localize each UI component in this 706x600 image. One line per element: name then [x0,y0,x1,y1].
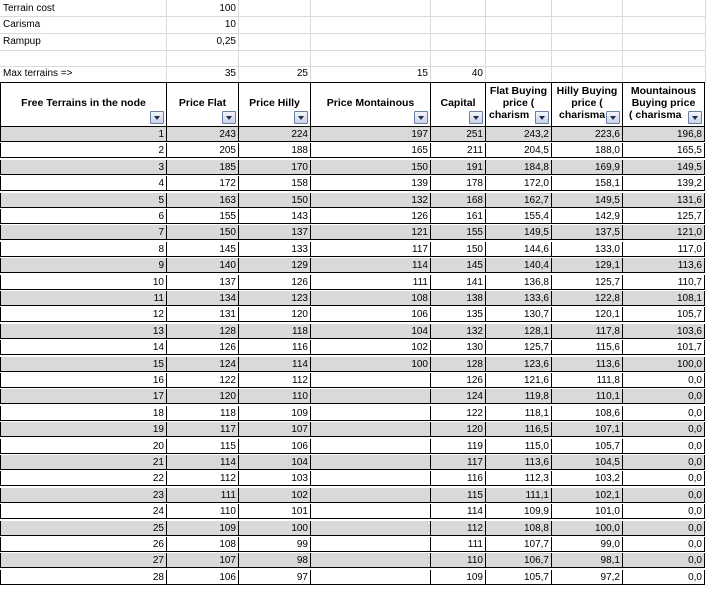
cell-capital[interactable]: 155 [430,225,486,240]
cell-free-terrains[interactable]: 26 [0,537,167,552]
cell-flat-buying[interactable]: 184,8 [485,160,552,175]
cell-free-terrains[interactable]: 27 [0,553,167,568]
table-row [0,340,705,355]
param-label-terrain-cost[interactable]: Terrain cost [3,3,55,14]
cell-capital[interactable]: 132 [430,324,486,339]
header-line: Hilly Buying [556,85,618,97]
max-terrains-flat[interactable]: 35 [224,68,236,79]
cell-price-montainous[interactable] [310,570,431,585]
cell-flat-buying[interactable]: 109,9 [485,504,552,519]
cell-hilly-buying[interactable]: 149,5 [551,193,623,208]
cell-price-hilly[interactable]: 97 [238,570,311,585]
header-capital[interactable] [430,82,486,127]
cell-price-montainous[interactable] [310,406,431,421]
cell-capital[interactable]: 126 [430,373,486,388]
gridline [622,0,623,82]
cell-hilly-buying[interactable]: 137,5 [551,225,623,240]
cell-price-montainous[interactable]: 150 [310,160,431,175]
cell-free-terrains[interactable]: 3 [0,160,167,175]
table-row [0,193,705,208]
cell-price-hilly[interactable]: 118 [238,324,311,339]
cell-price-flat[interactable]: 110 [166,504,239,519]
cell-price-flat[interactable]: 145 [166,242,239,257]
cell-hilly-buying[interactable]: 113,6 [551,357,623,372]
header-hilly-buying-price[interactable] [551,82,623,127]
cell-mountainous-buying[interactable]: 110,7 [622,275,705,290]
table-row [0,291,705,306]
cell-hilly-buying[interactable]: 101,0 [551,504,623,519]
cell-flat-buying[interactable]: 162,7 [485,193,552,208]
cell-price-montainous[interactable] [310,389,431,404]
cell-flat-buying[interactable]: 121,6 [485,373,552,388]
cell-price-flat[interactable]: 114 [166,455,239,470]
cell-flat-buying[interactable]: 133,6 [485,291,552,306]
max-terrains-label[interactable]: Max terrains => [3,68,73,79]
cell-free-terrains[interactable]: 17 [0,389,167,404]
table-row [0,553,705,568]
table-row [0,160,705,175]
cell-mountainous-buying[interactable]: 0,0 [622,406,705,421]
cell-mountainous-buying[interactable]: 105,7 [622,307,705,322]
cell-mountainous-buying[interactable]: 101,7 [622,340,705,355]
cell-mountainous-buying[interactable]: 100,0 [622,357,705,372]
cell-price-flat[interactable]: 120 [166,389,239,404]
cell-hilly-buying[interactable]: 110,1 [551,389,623,404]
cell-hilly-buying[interactable]: 129,1 [551,258,623,273]
cell-capital[interactable]: 112 [430,521,486,536]
cell-hilly-buying[interactable]: 142,9 [551,209,623,224]
cell-price-montainous[interactable] [310,537,431,552]
cell-hilly-buying[interactable]: 105,7 [551,439,623,454]
table-row [0,307,705,322]
cell-free-terrains[interactable]: 8 [0,242,167,257]
cell-capital[interactable]: 150 [430,242,486,257]
table-row [0,258,705,273]
cell-hilly-buying[interactable]: 122,8 [551,291,623,306]
cell-free-terrains[interactable]: 13 [0,324,167,339]
cell-price-montainous[interactable] [310,439,431,454]
cell-flat-buying[interactable]: 172,0 [485,176,552,191]
cell-price-hilly[interactable]: 104 [238,455,311,470]
cell-price-flat[interactable]: 172 [166,176,239,191]
cell-price-flat[interactable]: 122 [166,373,239,388]
cell-capital[interactable]: 110 [430,553,486,568]
cell-capital[interactable]: 161 [430,209,486,224]
cell-price-flat[interactable]: 109 [166,521,239,536]
cell-price-flat[interactable]: 205 [166,143,239,158]
cell-mountainous-buying[interactable]: 196,8 [622,127,705,142]
cell-free-terrains[interactable]: 22 [0,471,167,486]
cell-price-hilly[interactable]: 170 [238,160,311,175]
cell-hilly-buying[interactable]: 188,0 [551,143,623,158]
cell-price-montainous[interactable] [310,373,431,388]
cell-free-terrains[interactable]: 19 [0,422,167,437]
cell-price-flat[interactable]: 115 [166,439,239,454]
max-terrains-mountainous[interactable]: 15 [416,68,428,79]
cell-capital[interactable]: 117 [430,455,486,470]
cell-hilly-buying[interactable]: 107,1 [551,422,623,437]
header-line: charism [489,109,530,121]
cell-price-hilly[interactable]: 129 [238,258,311,273]
cell-mountainous-buying[interactable]: 125,7 [622,209,705,224]
cell-flat-buying[interactable]: 107,7 [485,537,552,552]
gridline [485,0,486,82]
cell-free-terrains[interactable]: 24 [0,504,167,519]
cell-price-hilly[interactable]: 101 [238,504,311,519]
cell-price-montainous[interactable]: 114 [310,258,431,273]
cell-flat-buying[interactable]: 105,7 [485,570,552,585]
header-mountainous-buying-price[interactable] [622,82,705,127]
cell-hilly-buying[interactable]: 115,6 [551,340,623,355]
cell-mountainous-buying[interactable]: 113,6 [622,258,705,273]
cell-flat-buying[interactable]: 130,7 [485,307,552,322]
cell-price-hilly[interactable]: 99 [238,537,311,552]
cell-free-terrains[interactable]: 6 [0,209,167,224]
table-row [0,488,705,503]
cell-hilly-buying[interactable]: 133,0 [551,242,623,257]
cell-flat-buying[interactable]: 112,3 [485,471,552,486]
cell-mountainous-buying[interactable]: 0,0 [622,553,705,568]
cell-free-terrains[interactable]: 20 [0,439,167,454]
cell-price-hilly[interactable]: 98 [238,553,311,568]
cell-flat-buying[interactable]: 155,4 [485,209,552,224]
cell-price-flat[interactable]: 108 [166,537,239,552]
table-row [0,127,705,142]
table-row [0,521,705,536]
max-terrains-capital[interactable]: 40 [471,68,483,79]
cell-price-montainous[interactable]: 126 [310,209,431,224]
cell-hilly-buying[interactable]: 97,2 [551,570,623,585]
cell-price-montainous[interactable]: 139 [310,176,431,191]
header-line: Buying price [631,97,696,109]
cell-price-hilly[interactable]: 224 [238,127,311,142]
cell-price-hilly[interactable]: 112 [238,373,311,388]
cell-price-flat[interactable]: 106 [166,570,239,585]
cell-free-terrains[interactable]: 15 [0,357,167,372]
header-label: Free Terrains in the node [21,97,146,109]
cell-flat-buying[interactable]: 136,8 [485,275,552,290]
cell-price-hilly[interactable]: 107 [238,422,311,437]
cell-price-montainous[interactable]: 132 [310,193,431,208]
table-row [0,406,705,421]
cell-price-flat[interactable]: 134 [166,291,239,306]
cell-price-hilly[interactable]: 116 [238,340,311,355]
cell-flat-buying[interactable]: 111,1 [485,488,552,503]
header-label: Price Flat [178,97,227,109]
cell-price-montainous[interactable] [310,471,431,486]
cell-mountainous-buying[interactable]: 121,0 [622,225,705,240]
cell-price-flat[interactable]: 117 [166,422,239,437]
param-label-carisma[interactable]: Carisma [3,19,41,30]
cell-price-hilly[interactable]: 120 [238,307,311,322]
cell-price-montainous[interactable] [310,455,431,470]
cell-free-terrains[interactable]: 14 [0,340,167,355]
header-price-hilly[interactable] [238,82,311,127]
cell-mountainous-buying[interactable]: 0,0 [622,471,705,486]
cell-free-terrains[interactable]: 9 [0,258,167,273]
cell-hilly-buying[interactable]: 108,6 [551,406,623,421]
cell-price-montainous[interactable] [310,488,431,503]
table-row [0,176,705,191]
cell-price-flat[interactable]: 107 [166,553,239,568]
cell-price-flat[interactable]: 112 [166,471,239,486]
cell-free-terrains[interactable]: 5 [0,193,167,208]
cell-price-flat[interactable]: 131 [166,307,239,322]
gridline [0,16,706,17]
cell-capital[interactable]: 122 [430,406,486,421]
cell-flat-buying[interactable]: 128,1 [485,324,552,339]
filter-dropdown-icon[interactable] [535,111,549,124]
table-row [0,389,705,404]
cell-free-terrains[interactable]: 21 [0,455,167,470]
cell-price-flat[interactable]: 163 [166,193,239,208]
cell-price-hilly[interactable]: 106 [238,439,311,454]
cell-mountainous-buying[interactable]: 0,0 [622,439,705,454]
table-row [0,455,705,470]
cell-hilly-buying[interactable]: 102,1 [551,488,623,503]
cell-hilly-buying[interactable]: 103,2 [551,471,623,486]
cell-free-terrains[interactable]: 2 [0,143,167,158]
table-row [0,242,705,257]
cell-flat-buying[interactable]: 140,4 [485,258,552,273]
cell-hilly-buying[interactable]: 98,1 [551,553,623,568]
cell-price-flat[interactable]: 137 [166,275,239,290]
cell-price-hilly[interactable]: 150 [238,193,311,208]
table-row [0,504,705,519]
gridline [0,33,706,34]
param-value-rampup[interactable]: 0,25 [216,36,236,47]
cell-capital[interactable]: 109 [430,570,486,585]
cell-price-flat[interactable]: 140 [166,258,239,273]
header-line: Mountainous [630,85,697,97]
cell-price-montainous[interactable]: 100 [310,357,431,372]
cell-price-hilly[interactable]: 109 [238,406,311,421]
cell-price-flat[interactable]: 124 [166,357,239,372]
cell-free-terrains[interactable]: 7 [0,225,167,240]
cell-flat-buying[interactable]: 125,7 [485,340,552,355]
cell-price-flat[interactable]: 118 [166,406,239,421]
cell-mountainous-buying[interactable]: 139,2 [622,176,705,191]
cell-capital[interactable]: 178 [430,176,486,191]
cell-flat-buying[interactable]: 123,6 [485,357,552,372]
cell-hilly-buying[interactable]: 99,0 [551,537,623,552]
param-value-carisma[interactable]: 10 [224,19,236,30]
gridline [551,0,552,82]
cell-price-montainous[interactable] [310,422,431,437]
cell-hilly-buying[interactable]: 169,9 [551,160,623,175]
table-row [0,357,705,372]
cell-free-terrains[interactable]: 16 [0,373,167,388]
cell-hilly-buying[interactable]: 117,8 [551,324,623,339]
cell-free-terrains[interactable]: 25 [0,521,167,536]
cell-free-terrains[interactable]: 10 [0,275,167,290]
cell-free-terrains[interactable]: 28 [0,570,167,585]
cell-price-hilly[interactable]: 126 [238,275,311,290]
header-line: charisma [559,109,606,121]
header-line: ( charisma [629,109,682,121]
table-row [0,143,705,158]
cell-capital[interactable]: 130 [430,340,486,355]
cell-mountainous-buying[interactable]: 0,0 [622,422,705,437]
cell-price-hilly[interactable]: 114 [238,357,311,372]
cell-capital[interactable]: 211 [430,143,486,158]
cell-hilly-buying[interactable]: 120,1 [551,307,623,322]
cell-price-flat[interactable]: 111 [166,488,239,503]
cell-capital[interactable]: 191 [430,160,486,175]
cell-flat-buying[interactable]: 204,5 [485,143,552,158]
cell-flat-buying[interactable]: 144,6 [485,242,552,257]
cell-mountainous-buying[interactable]: 117,0 [622,242,705,257]
cell-mountainous-buying[interactable]: 0,0 [622,455,705,470]
cell-price-flat[interactable]: 128 [166,324,239,339]
cell-price-montainous[interactable]: 106 [310,307,431,322]
cell-mountainous-buying[interactable]: 131,6 [622,193,705,208]
table-row [0,373,705,388]
max-terrains-hilly[interactable]: 25 [296,68,308,79]
cell-free-terrains[interactable]: 12 [0,307,167,322]
cell-flat-buying[interactable]: 119,8 [485,389,552,404]
header-line: Flat Buying [489,85,548,97]
cell-capital[interactable]: 115 [430,488,486,503]
cell-mountainous-buying[interactable]: 0,0 [622,373,705,388]
cell-price-hilly[interactable]: 137 [238,225,311,240]
cell-price-hilly[interactable]: 102 [238,488,311,503]
cell-capital[interactable]: 119 [430,439,486,454]
cell-price-hilly[interactable]: 123 [238,291,311,306]
cell-capital[interactable]: 116 [430,471,486,486]
filter-dropdown-icon[interactable] [222,111,236,124]
filter-dropdown-icon[interactable] [150,111,164,124]
table-row [0,275,705,290]
cell-flat-buying[interactable]: 115,0 [485,439,552,454]
cell-free-terrains[interactable]: 18 [0,406,167,421]
cell-hilly-buying[interactable]: 158,1 [551,176,623,191]
cell-price-hilly[interactable]: 158 [238,176,311,191]
cell-capital[interactable]: 138 [430,291,486,306]
header-free-terrains[interactable] [0,82,167,127]
cell-capital[interactable]: 114 [430,504,486,519]
cell-free-terrains[interactable]: 23 [0,488,167,503]
cell-price-hilly[interactable]: 103 [238,471,311,486]
cell-price-flat[interactable]: 243 [166,127,239,142]
filter-dropdown-icon[interactable] [294,111,308,124]
cell-capital[interactable]: 135 [430,307,486,322]
cell-price-flat[interactable]: 150 [166,225,239,240]
cell-capital[interactable]: 124 [430,389,486,404]
cell-mountainous-buying[interactable]: 103,6 [622,324,705,339]
cell-capital[interactable]: 128 [430,357,486,372]
table-row [0,537,705,552]
cell-mountainous-buying[interactable]: 0,0 [622,504,705,519]
cell-free-terrains[interactable]: 1 [0,127,167,142]
cell-mountainous-buying[interactable]: 165,5 [622,143,705,158]
table-row [0,225,705,240]
table-row [0,570,705,585]
cell-mountainous-buying[interactable]: 0,0 [622,521,705,536]
header-flat-buying-price[interactable] [485,82,552,127]
cell-price-hilly[interactable]: 188 [238,143,311,158]
cell-price-flat[interactable]: 155 [166,209,239,224]
header-label: Capital [440,97,476,109]
table-row [0,324,705,339]
cell-mountainous-buying[interactable]: 108,1 [622,291,705,306]
header-price-flat[interactable] [166,82,239,127]
cell-price-montainous[interactable] [310,521,431,536]
cell-hilly-buying[interactable]: 104,5 [551,455,623,470]
cell-mountainous-buying[interactable]: 0,0 [622,570,705,585]
cell-flat-buying[interactable]: 108,8 [485,521,552,536]
cell-free-terrains[interactable]: 4 [0,176,167,191]
header-line: price ( [571,97,603,109]
cell-mountainous-buying[interactable]: 0,0 [622,389,705,404]
cell-free-terrains[interactable]: 11 [0,291,167,306]
table-row [0,439,705,454]
cell-flat-buying[interactable]: 113,6 [485,455,552,470]
filter-dropdown-icon[interactable] [688,111,702,124]
cell-price-montainous[interactable] [310,504,431,519]
cell-price-montainous[interactable] [310,553,431,568]
cell-price-montainous[interactable]: 117 [310,242,431,257]
cell-price-flat[interactable]: 126 [166,340,239,355]
cell-hilly-buying[interactable]: 125,7 [551,275,623,290]
cell-capital[interactable]: 120 [430,422,486,437]
cell-price-montainous[interactable]: 104 [310,324,431,339]
cell-flat-buying[interactable]: 106,7 [485,553,552,568]
header-label: Price Montainous [326,97,415,109]
cell-mountainous-buying[interactable]: 0,0 [622,488,705,503]
cell-flat-buying[interactable]: 149,5 [485,225,552,240]
cell-capital[interactable]: 145 [430,258,486,273]
cell-price-montainous[interactable]: 102 [310,340,431,355]
cell-hilly-buying[interactable]: 111,8 [551,373,623,388]
header-label: Price Hilly [249,97,300,109]
header-line: price ( [502,97,535,109]
filter-dropdown-icon[interactable] [414,111,428,124]
cell-capital[interactable]: 141 [430,275,486,290]
cell-price-montainous[interactable]: 121 [310,225,431,240]
cell-capital[interactable]: 111 [430,537,486,552]
param-value-terrain-cost[interactable]: 100 [219,3,236,14]
cell-mountainous-buying[interactable]: 149,5 [622,160,705,175]
cell-price-hilly[interactable]: 143 [238,209,311,224]
param-label-rampup[interactable]: Rampup [3,36,41,47]
header-price-montainous[interactable] [310,82,431,127]
cell-flat-buying[interactable]: 118,1 [485,406,552,421]
filter-dropdown-icon[interactable] [606,111,620,124]
cell-price-hilly[interactable]: 100 [238,521,311,536]
cell-price-montainous[interactable]: 197 [310,127,431,142]
cell-price-montainous[interactable]: 111 [310,275,431,290]
cell-price-montainous[interactable]: 165 [310,143,431,158]
cell-price-montainous[interactable]: 108 [310,291,431,306]
cell-mountainous-buying[interactable]: 0,0 [622,537,705,552]
cell-hilly-buying[interactable]: 223,6 [551,127,623,142]
filter-dropdown-icon[interactable] [469,111,483,124]
gridline [0,50,706,51]
cell-price-hilly[interactable]: 133 [238,242,311,257]
table-row [0,209,705,224]
cell-capital[interactable]: 251 [430,127,486,142]
table-row [0,422,705,437]
cell-flat-buying[interactable]: 243,2 [485,127,552,142]
cell-capital[interactable]: 168 [430,193,486,208]
cell-price-flat[interactable]: 185 [166,160,239,175]
cell-flat-buying[interactable]: 116,5 [485,422,552,437]
cell-hilly-buying[interactable]: 100,0 [551,521,623,536]
table-row [0,471,705,486]
cell-price-hilly[interactable]: 110 [238,389,311,404]
